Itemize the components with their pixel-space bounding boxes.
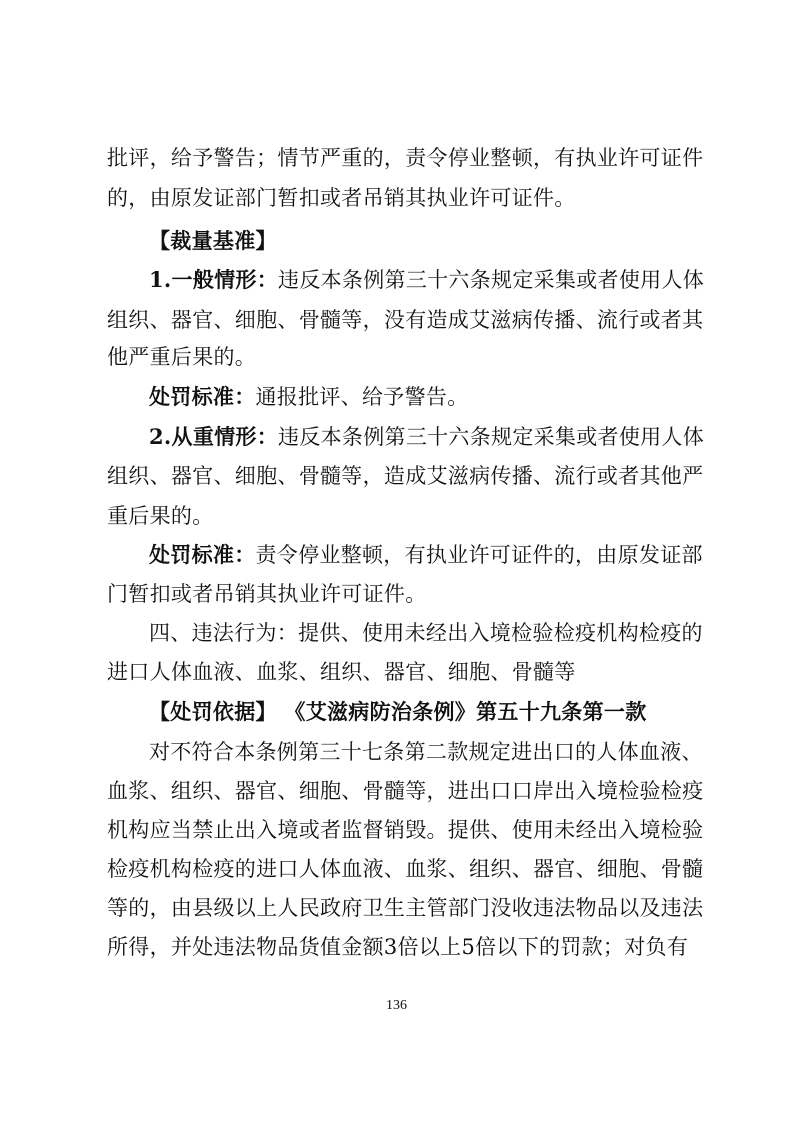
paragraph-line: 他严重后果的。: [107, 345, 257, 369]
paragraph-line: 的，由原发证部门暂扣或者吊销其执业许可证件。: [107, 186, 576, 210]
paragraph-line: 对不符合本条例第三十七条第二款规定进出口的人体血液、: [149, 740, 703, 764]
penalty-text: 通报批评、给予警告。: [255, 385, 469, 409]
case-text: 违反本条例第三十六条规定采集或者使用人体: [278, 425, 705, 449]
paragraph-line: 重后果的。: [107, 504, 214, 528]
paragraph-line: 门暂扣或者吊销其执业许可证件。: [107, 582, 427, 606]
penalty-label: 处罚标准：: [149, 542, 256, 567]
paragraph-line: 组织、器官、细胞、骨髓等，没有造成艾滋病传播、流行或者其: [107, 308, 704, 332]
paragraph-line: [149, 265, 704, 295]
paragraph-line: [149, 382, 469, 412]
case-label: 2.从重情形：: [149, 424, 279, 449]
penalty-text: 责令停业整顿，有执业许可证件的，由原发证部: [255, 543, 703, 567]
paragraph-line: [149, 422, 704, 452]
paragraph-line: 进口人体血液、血浆、组织、器官、细胞、骨髓等: [107, 660, 576, 684]
paragraph-line: [149, 540, 703, 570]
paragraph-line: 血浆、组织、器官、细胞、骨髓等，进出口口岸出入境检验检疫: [107, 779, 704, 803]
paragraph-line: 组织、器官、细胞、骨髓等，造成艾滋病传播、流行或者其他严: [107, 464, 704, 488]
section-heading: 【裁量基准】: [149, 228, 277, 253]
paragraph-line: 四、违法行为：提供、使用未经出入境检验检疫机构检疫的: [149, 621, 703, 645]
paragraph-line: 等的，由县级以上人民政府卫生主管部门没收违法物品以及违法: [107, 896, 704, 920]
paragraph-line: 机构应当禁止出入境或者监督销毁。提供、使用未经出入境检验: [107, 818, 704, 842]
case-text: 违反本条例第三十六条规定采集或者使用人体: [278, 268, 705, 292]
page-number: 136: [386, 998, 407, 1013]
paragraph-line: 检疫机构检疫的进口人体血液、血浆、组织、器官、细胞、骨髓: [107, 857, 704, 881]
section-heading: 【处罚依据】 《艾滋病防治条例》第五十九条第一款: [149, 699, 647, 724]
paragraph-line: 所得，并处违法物品货值金额3倍以上5倍以下的罚款；对负有: [107, 935, 689, 959]
paragraph-line: 批评，给予警告；情节严重的，责令停业整顿，有执业许可证件: [107, 146, 704, 170]
penalty-label: 处罚标准：: [149, 384, 256, 409]
case-label: 1.一般情形：: [149, 267, 279, 292]
